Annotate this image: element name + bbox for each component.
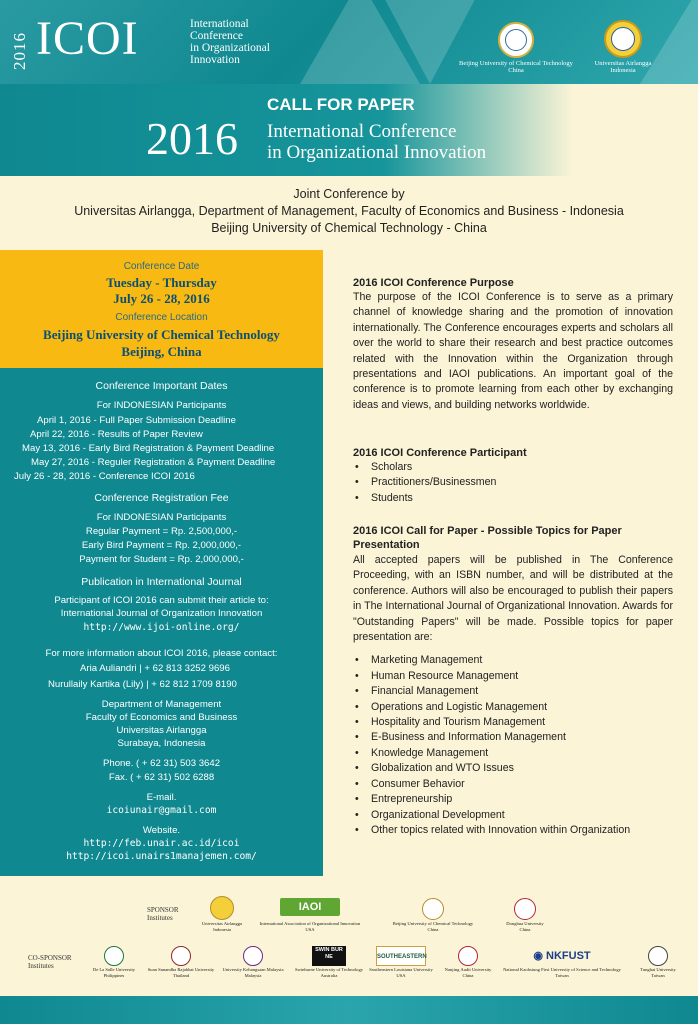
caption-line: Universitas Airlangga [594,60,652,67]
sponsor-name: Universitas Airlangga [201,921,243,926]
sponsor-country: China [427,927,439,932]
date-item: May 27, 2016 - Reguler Registration & Payment Deadline [31,457,276,468]
list-item: • Practitioners/Businessmen [353,475,673,490]
cosponsor-country: Thailand [172,973,190,978]
journal-heading: Publication in International Journal [81,576,242,588]
cosponsor-name: De La Salle University [92,967,136,972]
sponsor-label-line: SPONSOR [147,906,179,914]
list-item: • E-Business and Information Management [353,730,673,745]
dates-sub: For INDONESIAN Participants [96,400,227,411]
dlsu-logo-icon [104,946,124,966]
list-item: • Marketing Management [353,653,673,668]
list-item: • Hospitality and Tourism Management [353,715,673,730]
conference-name [267,121,486,163]
list-item: • Financial Management [353,684,673,699]
website-link[interactable]: http://icoi.unairs1manajemen.com/ [66,851,257,862]
phone: Phone. ( + 62 31) 503 3642 [102,758,221,769]
conference-name-line: International Conference [267,121,457,142]
cosponsor-name: Suan Sunandha Rajabhat University [147,967,215,972]
cosponsor-label-line: Institutes [28,962,54,970]
southeastern-logo-icon: SOUTHEASTERN [376,946,426,966]
list-item: • Operations and Logistic Management [353,700,673,715]
website-label: Website. [142,825,181,836]
journal-line: Participant of ICOI 2016 can submit their article to: [54,595,269,606]
footer-stripe [0,996,698,1024]
address-line: Surabaya, Indonesia [117,738,206,749]
unair-seal-icon [604,20,642,58]
topics-section [353,524,673,838]
nkfust-logo-icon [500,946,624,966]
nau-logo-icon [458,946,478,966]
date-item: April 22, 2016 - Results of Paper Review [30,429,203,440]
caption-line: Beijing University of Chemical Technology [459,60,573,67]
fee-item: Regular Payment = Rp. 2,500,000,- [85,526,238,537]
title-year: 2016 [146,113,238,164]
topics-text: All accepted papers will be published in The Conference Proceeding, with an ISBN number, and will be distributed at the conference. Authors will also be encouraged to publish their papers in The International Journal of Organizational Innovation. Awards for "Outstanding Papers" will be made. Possible topics for paper presentation are: [353,554,673,644]
list-item: • Entrepreneurship [353,792,673,807]
call-for-paper-title: CALL FOR PAPER [267,95,415,114]
dates-heading: Conference Important Dates [95,380,228,392]
logo-sub-line: International [190,18,249,30]
sponsor-buct [388,898,478,932]
joint-conference [0,186,698,237]
cosponsor-name: Swinburne University of Technology [294,967,364,972]
cosponsor-country: Philippines [103,973,125,978]
ukm-logo-icon [243,946,263,966]
conference-info-box [0,250,323,368]
date-item: May 13, 2016 - Early Bird Registration & Payment Deadline [22,443,275,454]
fee-item: Payment for Student = Rp. 2,000,000,- [79,554,244,565]
cosponsor-nkfust [500,946,624,978]
buct-caption [456,60,576,74]
location-label: Conference Location [115,312,208,323]
header-year-vertical: 2016 [10,32,29,70]
cosponsor-southeastern [368,946,434,978]
cosponsor-country: Australia [320,973,338,978]
buct-logo-icon [422,898,444,920]
sponsor-name: International Association of Organizational Innovation [259,921,361,926]
contact-heading: For more information about ICOI 2016, please contact: [45,648,278,659]
fees-heading: Conference Registration Fee [94,492,229,504]
list-item: • Students [353,491,673,506]
logo-sub-line: Innovation [190,54,240,66]
contact-person: Aria Auliandri | + 62 813 3252 9696 [80,663,230,674]
conference-name-line: in Organizational Innovation [267,142,487,163]
purpose-heading: 2016 ICOI Conference Purpose [353,277,514,289]
list-item: • Globalization and WTO Issues [353,761,673,776]
list-item: • Knowledge Management [353,746,673,761]
joint-line: Joint Conference by [293,187,405,201]
cosponsor-nau [438,946,498,978]
sponsor-name: Donghua University [506,921,544,926]
joint-line: Beijing University of Chemical Technology - China [211,221,487,235]
list-item: • Organizational Development [353,808,673,823]
cosponsor-country: Taiwan [651,973,665,978]
cosponsor-name: University Kebangsaan Malaysia [222,967,284,972]
swinburne-logo-icon: SWIN BUR NE [312,946,346,966]
cosponsor-name: Nanjing Audit University [444,967,492,972]
sponsor-unair [192,896,252,932]
cosponsor-ukm [218,946,288,978]
sponsor-name: Beijing University of Chemical Technology [392,921,474,926]
buct-seal-icon [498,22,534,58]
date-item: April 1, 2016 - Full Paper Submission Deadline [37,415,236,426]
email-link[interactable]: icoiunair@gmail.com [106,805,217,816]
participants-heading: 2016 ICOI Conference Participant [353,447,527,459]
purpose-text: The purpose of the ICOI Conference is to serve as a primary channel of knowledge sharing and the promotion of innovation internationally. The Conference encourages experts and scholars all over the world to share their research and best practice outcomes related with the Innovation within the Organization through presentations and IAOI publications. An important goal of the conference is to promote learning from each other by exchanging ideas and views, and building networks worldwide. [353,291,673,411]
date-range: July 26 - 28, 2016 [113,291,210,306]
ssru-logo-icon [171,946,191,966]
journal-url[interactable]: http://www.ijoi-online.org/ [83,622,240,633]
date-label: Conference Date [123,261,200,272]
unair-caption [578,60,668,74]
journal-line: International Journal of Organization Innovation [60,608,263,619]
sponsor-iaoi [250,898,370,932]
logo-sub-line: Conference [190,30,243,42]
contact-person: Nurullaily Kartika (Lily) | + 62 812 1709 8190 [48,679,237,690]
sponsor-country: Indonesia [213,927,231,932]
cosponsor-country: China [462,973,474,978]
sponsor-label [147,906,179,922]
cosponsor-name: Tunghai University [640,967,676,972]
cosponsor-swinburne [292,946,366,978]
topics-list [353,653,673,838]
location-city: Beijing, China [121,344,202,359]
caption-line: China [508,67,524,74]
cosponsor-ssru [146,946,216,978]
cosponsor-country: Taiwan [555,973,569,978]
cosponsor-label-line: CO-SPONSOR [28,954,72,962]
cosponsor-name: National Kaohsiung First University of Science and Technology [503,967,621,972]
participants-section [353,446,673,506]
cosponsor-country: Malaysia [244,973,262,978]
sponsor-donghua [495,898,555,932]
cosponsor-label [28,954,72,970]
nkfust-mark: NKFUST [546,950,591,962]
sponsor-country: USA [305,927,315,932]
list-item: • Consumer Behavior [353,777,673,792]
sponsor-country: China [519,927,531,932]
unair-logo-icon [210,896,234,920]
list-item: • Other topics related with Innovation within Organization [353,823,673,838]
fee-item: Early Bird Payment = Rp. 2,000,000,- [81,540,242,551]
donghua-logo-icon [514,898,536,920]
list-item: • Scholars [353,460,673,475]
sponsor-label-line: Institutes [147,914,173,922]
purpose-section [353,276,673,413]
cosponsor-name: Southeastern Louisiana University [369,967,433,972]
cosponsor-dlsu [84,946,144,978]
nkfust-swirl-icon: ◉ [533,950,543,962]
participants-list [353,460,673,506]
cosponsor-tunghai [630,946,686,978]
address-line: Universitas Airlangga [116,725,207,736]
fees-sub: For INDONESIAN Participants [96,512,227,523]
list-item: • Human Resource Management [353,669,673,684]
topics-heading: 2016 ICOI Call for Paper - Possible Topics for Paper Presentation [353,525,622,551]
date-item: July 26 - 28, 2016 - Conference ICOI 2016 [14,471,195,482]
location-name: Beijing University of Chemical Technology [43,327,280,342]
date-days: Tuesday - Thursday [106,275,217,290]
tunghai-logo-icon [648,946,668,966]
logo-sub-line: in Organizational [190,42,270,54]
cosponsor-country: USA [396,973,406,978]
address-line: Faculty of Economics and Business [85,712,238,723]
caption-line: Indonesia [610,67,636,74]
icoi-logo: ICOI [36,12,139,65]
address-line: Department of Management [101,699,222,710]
email-label: E-mail. [146,792,177,803]
website-link[interactable]: http://feb.unair.ac.id/icoi [83,838,240,849]
fax: Fax. ( + 62 31) 502 6288 [108,772,215,783]
joint-line: Universitas Airlangga, Department of Management, Faculty of Economics and Business - Indonesia [74,204,624,218]
icoi-logo-subtitle [190,18,270,66]
info-panel [0,368,323,876]
iaoi-logo-icon: IAOI [280,898,340,916]
